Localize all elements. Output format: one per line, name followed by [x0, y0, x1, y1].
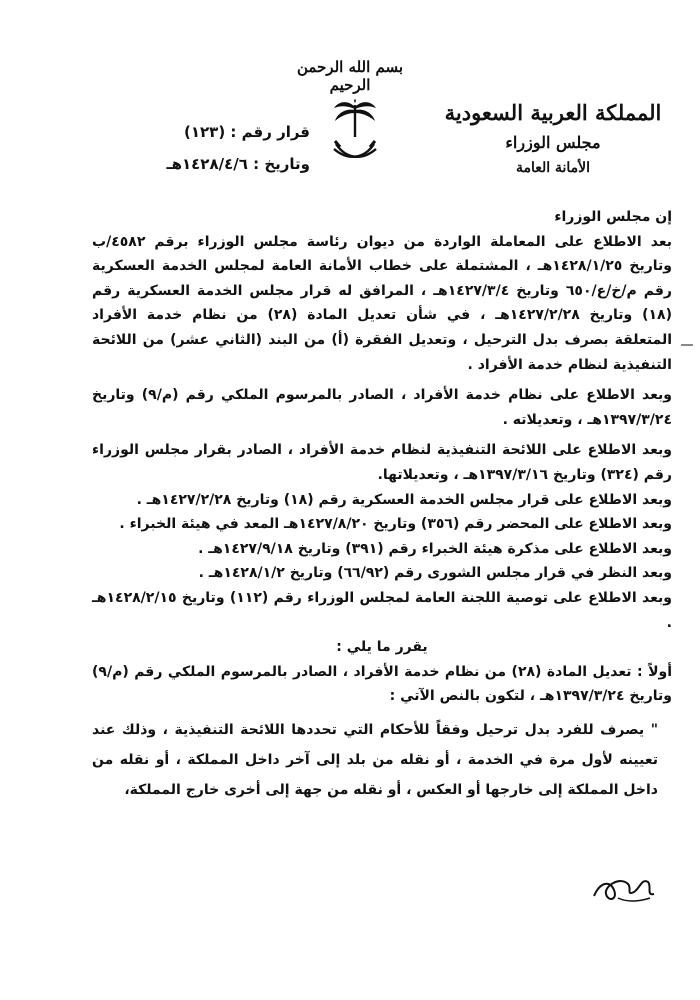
- decision-reference: [160, 116, 310, 180]
- kingdom-title: المملكة العربية السعودية: [444, 100, 662, 125]
- palm-and-swords-emblem-icon: [330, 97, 380, 167]
- item-one: [92, 660, 672, 709]
- preamble-paragraph: وبعد الاطلاع على المحضر رقم (٣٥٦) وتاريخ ١٤٢٧/٨/٢٠هـ المعد في هيئة الخبراء .: [119, 516, 672, 533]
- basmala: بسم الله الرحمن الرحيم: [296, 58, 404, 94]
- item-one-number: أولاً :: [637, 663, 673, 680]
- margin-mark-icon: [680, 340, 694, 350]
- preamble-paragraph: وبعد الاطلاع على اللائحة التنفيذية لنظام خدمة الأفراد ، الصادر بقرار مجلس الوزراء رقم (٣٢٤) وتاريخ ١٣٩٧/٣/١٦هـ ، وتعديلاتها.: [92, 442, 672, 483]
- letterhead: [438, 100, 668, 176]
- preamble-paragraph: وبعد الاطلاع على مذكرة هيئة الخبراء رقم (٣٩١) وتاريخ ١٤٢٧/٩/١٨هـ .: [198, 540, 672, 557]
- preamble-paragraph: وبعد الاطلاع على توصية اللجنة العامة لمجلس الوزراء رقم (١١٢) وتاريخ ١٤٢٨/٢/١٥هـ .: [92, 589, 672, 631]
- preamble-paragraph: وبعد الاطلاع على قرار مجلس الخدمة العسكرية رقم (١٨) وتاريخ ١٤٢٧/٢/٢٨هـ .: [136, 491, 672, 508]
- decision-number: قرار رقم : (١٢٣): [184, 123, 310, 141]
- decision-body: [92, 205, 672, 805]
- preamble-paragraph: وبعد الاطلاع على نظام خدمة الأفراد ، الصادر بالمرسوم الملكي رقم (م/٩) وتاريخ ١٣٩٧/٣/٢٤هـ ، وتعديلاته .: [92, 387, 672, 428]
- resolves-heading: يقرر ما يلي :: [336, 639, 428, 656]
- quoted-article-text: " يصرف للفرد بدل ترحيل وفقاً للأحكام التي تحددها اللائحة التنفيذية ، وذلك عند تعيينه لأول مرة في الخدمة ، أو نقله من بلد إلى آخر داخل المملكة ، أو نقله من داخل المملكة إلى خارجها أو العكس ، أو نقله من جهة إلى أخرى خارج المملكة،: [92, 721, 658, 798]
- preamble-paragraph: وبعد النظر في قرار مجلس الشورى رقم (٦٦/٩٢) وتاريخ ١٤٢٨/١/٢هـ .: [198, 565, 672, 582]
- opening-line: إن مجلس الوزراء: [554, 209, 672, 225]
- decision-date: وتاريخ : ١٤٢٨/٤/٦هـ: [166, 155, 310, 173]
- council-title: مجلس الوزراء: [505, 133, 601, 152]
- preamble-paragraph: بعد الاطلاع على المعاملة الواردة من ديوان رئاسة مجلس الوزراء برقم ٤٥٨٢/ب وتاريخ ١٤٢٨/١/٢٥هـ ، المشتملة على خطاب الأمانة العامة لمجلس الخدمة العسكرية رقم م/خ/ع/٦٥٠ وتاريخ ١٤٢٧/٣/٤هـ ، المرافق له قرار مجلس الخدمة العسكرية رقم (١٨) وتاريخ ١٤٢٧/٢/٢٨هـ ، في شأن تعديل المادة (٢٨) من نظام خدمة الأفراد المتعلقة بصرف بدل الترحيل ، وتعديل الفقرة (أ) من البند (الثاني عشر) من اللائحة التنفيذية لنظام خدمة الأفراد .: [92, 233, 672, 373]
- item-one-text: تعديل المادة (٢٨) من نظام خدمة الأفراد ، الصادر بالمرسوم الملكي رقم (م/٩) وتاريخ ١٣٩٧/٣/٢٤هـ ، لتكون بالنص الآتي :: [92, 663, 672, 705]
- handwritten-initials-icon: [588, 868, 658, 908]
- secretariat-title: الأمانة العامة: [515, 160, 591, 176]
